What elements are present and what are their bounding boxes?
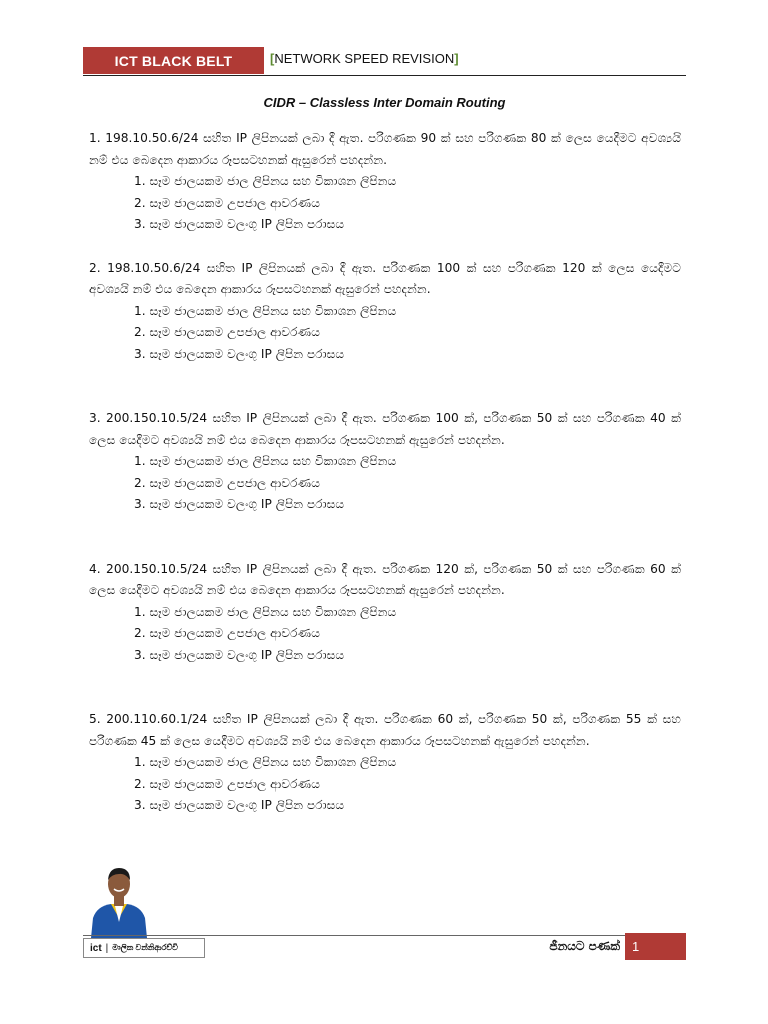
sub-question-item: 2. සෑම ජාලයකම උපජාල ආවරණය [134, 325, 320, 339]
sub-question-item: 3. සෑම ජාලයකම වලංගු IP ලිපින පරාසය [134, 798, 345, 812]
sub-question-list [89, 171, 681, 236]
header-divider [83, 75, 686, 76]
question-4 [89, 559, 681, 667]
sub-question-item: 1. සෑම ජාලයකම ජාල ලිපිනය සහ විකාශන ලිපිනය [134, 604, 397, 619]
sub-question-list [89, 301, 681, 366]
author-box [83, 938, 205, 958]
footer-separator: | [105, 942, 109, 954]
question-text: 4. 200.150.10.5/24 සහිත IP ලිපිනයක් ලබා දී ඇත. පරිගණක 120 ක්, පරිගණක 50 ක් සහ පරිගණක 60 ක් ලෙස යෙදීමට අවශ්‍යයි නම් එය බෙදෙන ආකාරය රූපසටහනක් ඇසුරෙන් පහදන්න. [89, 561, 681, 597]
sub-question-item: 3. සෑම ජාලයකම වලංගු IP ලිපින පරාසය [134, 647, 345, 662]
question-text: 5. 200.110.60.1/24 සහිත IP ලිපිනයක් ලබා දී ඇත. පරිගණක 60 ක්, පරිගණක 50 ක්, පරිගණක 55 ක් සහ පරිගණක 45 ක් ලෙස යෙදීමට අවශ්‍යයි නම් එය බෙදෙන ආකාරය රූපසටහනක් ඇසුරෙන් පහදන්න. [89, 712, 681, 748]
footer-brand: ict [90, 942, 102, 954]
question-2 [89, 258, 681, 366]
footer-tagline: ජීනයට පණක් [549, 939, 620, 953]
header-badge [83, 47, 264, 74]
author-photo-icon [85, 862, 153, 938]
header-subtitle [270, 51, 459, 66]
question-5 [89, 709, 681, 817]
page-number [625, 933, 686, 960]
question-1 [89, 128, 681, 236]
header-subtitle-text: NETWORK SPEED REVISION [274, 51, 455, 66]
sub-question-item: 1. සෑම ජාලයකම ජාල ලිපිනය සහ විකාශන ලිපිනය [134, 755, 397, 769]
sub-question-list [89, 752, 681, 817]
footer-divider [83, 935, 686, 936]
question-text: 1. 198.10.50.6/24 සහිත IP ලිපිනයක් ලබා දී ඇත. පරිගණක 90 ක් සහ පරිගණක 80 ක් ලෙස යෙදීමට අවශ්‍යයි නම් එය බෙදෙන ආකාරය රූපසටහනක් ඇසුරෙන් පහදන්න. [89, 131, 681, 167]
sub-question-item: 2. සෑම ජාලයකම උපජාල ආවරණය [134, 776, 320, 791]
header-badge-text: ICT BLACK BELT [114, 52, 233, 69]
sub-question-item: 2. සෑම ජාලයකම උපජාල ආවරණය [134, 195, 320, 210]
question-text: 2. 198.10.50.6/24 සහිත IP ලිපිනයක් ලබා දී ඇත. පරිගණක 100 ක් සහ පරිගණක 120 ක් ලෙස යෙදීමට අවශ්‍යයි නම් එය බෙදෙන ආකාරය රූපසටහනක් ඇසුරෙන් පහදන්න. [89, 260, 681, 296]
bracket-close: ] [454, 51, 459, 66]
sub-question-item: 1. සෑම ජාලයකම ජාල ලිපිනය සහ විකාශන ලිපිනය [134, 454, 397, 468]
sub-question-item: 3. සෑම ජාලයකම වලංගු IP ලිපින පරාසය [134, 346, 345, 361]
question-list [89, 128, 681, 817]
sub-question-item: 2. සෑම ජාලයකම උපජාල ආවරණය [134, 475, 320, 490]
question-3 [89, 408, 681, 516]
question-text: 3. 200.150.10.5/24 සහිත IP ලිපිනයක් ලබා දී ඇත. පරිගණක 100 ක්, පරිගණක 50 ක් සහ පරිගණක 40 ක් ලෙස යෙදීමට අවශ්‍යයි නම් එය බෙදෙන ආකාරය රූපසටහනක් ඇසුරෙන් පහදන්න. [89, 411, 681, 447]
page-number-text: 1 [632, 939, 640, 954]
sub-question-item: 3. සෑම ජාලයකම වලංගු IP ලිපින පරාසය [134, 217, 345, 231]
sub-question-list [89, 602, 681, 667]
page-title: CIDR – Classless Inter Domain Routing [263, 95, 506, 110]
footer-author: මාලික වන්නිආරච්චි [112, 943, 178, 952]
sub-question-item: 2. සෑම ජාලයකම උපජාල ආවරණය [134, 626, 320, 640]
sub-question-list [89, 451, 681, 516]
sub-question-item: 1. සෑම ජාලයකම ජාල ලිපිනය සහ විකාශන ලිපිනය [134, 174, 397, 188]
bracket-open: [ [270, 51, 275, 66]
sub-question-item: 3. සෑම ජාලයකම වලංගු IP ලිපින පරාසය [134, 497, 345, 511]
sub-question-item: 1. සෑම ජාලයකම ජාල ලිපිනය සහ විකාශන ලිපිනය [134, 303, 397, 318]
